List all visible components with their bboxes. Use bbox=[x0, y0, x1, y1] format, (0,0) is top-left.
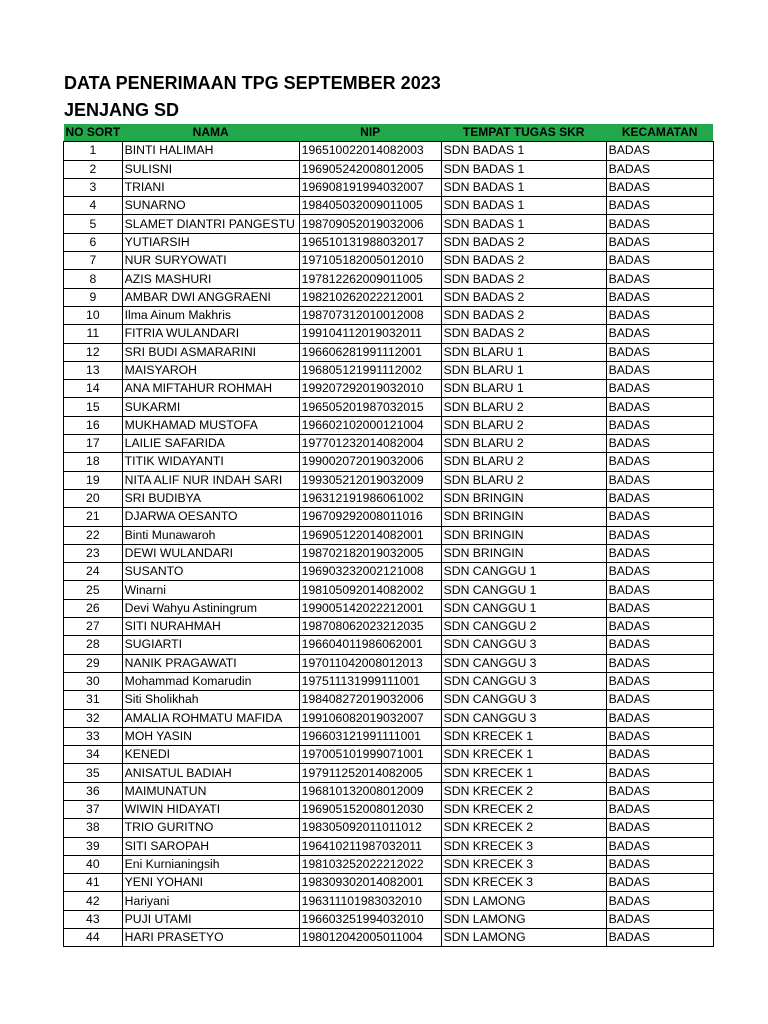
cell-nama: KENEDI bbox=[122, 746, 299, 764]
cell-kecamatan: BADAS bbox=[606, 416, 713, 434]
table-row bbox=[64, 709, 714, 727]
cell-tempat-tugas: SDN BADAS 1 bbox=[441, 215, 606, 233]
cell-no-sort: 13 bbox=[64, 361, 123, 379]
cell-nip: 197005101999071001 bbox=[299, 746, 441, 764]
cell-nama: TITIK WIDAYANTI bbox=[122, 453, 299, 471]
cell-no-sort: 7 bbox=[64, 252, 123, 270]
cell-kecamatan: BADAS bbox=[606, 910, 713, 928]
cell-no-sort: 42 bbox=[64, 892, 123, 910]
cell-nip: 196603251994032010 bbox=[299, 910, 441, 928]
cell-nip: 196908191994032007 bbox=[299, 178, 441, 196]
cell-nip: 198707312010012008 bbox=[299, 306, 441, 324]
cell-tempat-tugas: SDN BRINGIN bbox=[441, 544, 606, 562]
cell-no-sort: 36 bbox=[64, 782, 123, 800]
cell-nip: 197812262009011005 bbox=[299, 270, 441, 288]
cell-kecamatan: BADAS bbox=[606, 800, 713, 818]
cell-no-sort: 43 bbox=[64, 910, 123, 928]
cell-nip: 197911252014082005 bbox=[299, 764, 441, 782]
cell-kecamatan: BADAS bbox=[606, 819, 713, 837]
cell-tempat-tugas: SDN CANGGU 1 bbox=[441, 581, 606, 599]
cell-nama: SRI BUDI ASMARARINI bbox=[122, 343, 299, 361]
cell-kecamatan: BADAS bbox=[606, 233, 713, 251]
cell-kecamatan: BADAS bbox=[606, 764, 713, 782]
cell-nip: 196602102000121004 bbox=[299, 416, 441, 434]
cell-tempat-tugas: SDN KRECEK 3 bbox=[441, 837, 606, 855]
cell-nip: 199104112019032011 bbox=[299, 325, 441, 343]
cell-kecamatan: BADAS bbox=[606, 709, 713, 727]
cell-kecamatan: BADAS bbox=[606, 160, 713, 178]
table-row bbox=[64, 691, 714, 709]
cell-tempat-tugas: SDN KRECEK 3 bbox=[441, 855, 606, 873]
table-row bbox=[64, 837, 714, 855]
table-row bbox=[64, 910, 714, 928]
cell-kecamatan: BADAS bbox=[606, 453, 713, 471]
cell-nama: Devi Wahyu Astiningrum bbox=[122, 599, 299, 617]
cell-no-sort: 3 bbox=[64, 178, 123, 196]
cell-nama: PUJI UTAMI bbox=[122, 910, 299, 928]
cell-tempat-tugas: SDN KRECEK 1 bbox=[441, 727, 606, 745]
cell-nip: 197701232014082004 bbox=[299, 435, 441, 453]
table-row bbox=[64, 197, 714, 215]
cell-nip: 198702182019032005 bbox=[299, 544, 441, 562]
cell-tempat-tugas: SDN BADAS 2 bbox=[441, 270, 606, 288]
cell-nip: 196510022014082003 bbox=[299, 142, 441, 160]
cell-no-sort: 32 bbox=[64, 709, 123, 727]
cell-kecamatan: BADAS bbox=[606, 178, 713, 196]
table-row bbox=[64, 929, 714, 947]
table-row bbox=[64, 160, 714, 178]
cell-tempat-tugas: SDN CANGGU 3 bbox=[441, 709, 606, 727]
cell-nip: 196606281991112001 bbox=[299, 343, 441, 361]
cell-kecamatan: BADAS bbox=[606, 508, 713, 526]
cell-nip: 196810132008012009 bbox=[299, 782, 441, 800]
cell-no-sort: 30 bbox=[64, 672, 123, 690]
cell-nama: ANISATUL BADIAH bbox=[122, 764, 299, 782]
table-row bbox=[64, 270, 714, 288]
cell-nama: SRI BUDIBYA bbox=[122, 489, 299, 507]
cell-no-sort: 15 bbox=[64, 398, 123, 416]
cell-tempat-tugas: SDN BADAS 1 bbox=[441, 178, 606, 196]
column-header-no-sort: NO SORT bbox=[64, 124, 123, 142]
cell-kecamatan: BADAS bbox=[606, 471, 713, 489]
cell-nip: 197511131999111001 bbox=[299, 672, 441, 690]
cell-kecamatan: BADAS bbox=[606, 599, 713, 617]
cell-kecamatan: BADAS bbox=[606, 581, 713, 599]
cell-no-sort: 21 bbox=[64, 508, 123, 526]
table-row bbox=[64, 508, 714, 526]
cell-tempat-tugas: SDN LAMONG bbox=[441, 910, 606, 928]
cell-nip: 196603121991111001 bbox=[299, 727, 441, 745]
cell-no-sort: 1 bbox=[64, 142, 123, 160]
cell-tempat-tugas: SDN KRECEK 1 bbox=[441, 764, 606, 782]
cell-tempat-tugas: SDN BADAS 1 bbox=[441, 197, 606, 215]
cell-kecamatan: BADAS bbox=[606, 636, 713, 654]
cell-nama: NITA ALIF NUR INDAH SARI bbox=[122, 471, 299, 489]
cell-tempat-tugas: SDN BLARU 2 bbox=[441, 453, 606, 471]
cell-nama: Siti Sholikhah bbox=[122, 691, 299, 709]
cell-kecamatan: BADAS bbox=[606, 306, 713, 324]
cell-no-sort: 10 bbox=[64, 306, 123, 324]
cell-nama: Winarni bbox=[122, 581, 299, 599]
cell-tempat-tugas: SDN BRINGIN bbox=[441, 508, 606, 526]
cell-nama: Ilma Ainum Makhris bbox=[122, 306, 299, 324]
cell-kecamatan: BADAS bbox=[606, 325, 713, 343]
cell-nip: 196805121991112002 bbox=[299, 361, 441, 379]
cell-nama: YENI YOHANI bbox=[122, 874, 299, 892]
cell-tempat-tugas: SDN BADAS 2 bbox=[441, 306, 606, 324]
cell-nip: 197105182005012010 bbox=[299, 252, 441, 270]
table-row bbox=[64, 380, 714, 398]
cell-nama: SLAMET DIANTRI PANGESTU bbox=[122, 215, 299, 233]
cell-no-sort: 14 bbox=[64, 380, 123, 398]
table-row bbox=[64, 800, 714, 818]
cell-kecamatan: BADAS bbox=[606, 892, 713, 910]
table-row bbox=[64, 325, 714, 343]
cell-kecamatan: BADAS bbox=[606, 270, 713, 288]
cell-tempat-tugas: SDN BRINGIN bbox=[441, 526, 606, 544]
cell-nama: NANIK PRAGAWATI bbox=[122, 654, 299, 672]
cell-nip: 198309302014082001 bbox=[299, 874, 441, 892]
cell-nama: SUKARMI bbox=[122, 398, 299, 416]
cell-no-sort: 12 bbox=[64, 343, 123, 361]
table-row bbox=[64, 361, 714, 379]
cell-nama: SULISNI bbox=[122, 160, 299, 178]
table-row bbox=[64, 178, 714, 196]
cell-nip: 196410211987032011 bbox=[299, 837, 441, 855]
cell-nama: Hariyani bbox=[122, 892, 299, 910]
cell-nama: SUNARNO bbox=[122, 197, 299, 215]
table-row bbox=[64, 435, 714, 453]
cell-kecamatan: BADAS bbox=[606, 288, 713, 306]
cell-no-sort: 23 bbox=[64, 544, 123, 562]
cell-tempat-tugas: SDN BLARU 1 bbox=[441, 361, 606, 379]
cell-tempat-tugas: SDN KRECEK 2 bbox=[441, 782, 606, 800]
table-row bbox=[64, 599, 714, 617]
cell-no-sort: 18 bbox=[64, 453, 123, 471]
cell-tempat-tugas: SDN BLARU 1 bbox=[441, 343, 606, 361]
cell-nip: 199207292019032010 bbox=[299, 380, 441, 398]
cell-no-sort: 22 bbox=[64, 526, 123, 544]
cell-kecamatan: BADAS bbox=[606, 544, 713, 562]
document-title: DATA PENERIMAAN TPG SEPTEMBER 2023 bbox=[64, 73, 441, 93]
cell-nama: Mohammad Komarudin bbox=[122, 672, 299, 690]
cell-nama: YUTIARSIH bbox=[122, 233, 299, 251]
cell-tempat-tugas: SDN BLARU 1 bbox=[441, 380, 606, 398]
cell-no-sort: 31 bbox=[64, 691, 123, 709]
cell-nip: 199002072019032006 bbox=[299, 453, 441, 471]
cell-kecamatan: BADAS bbox=[606, 197, 713, 215]
cell-nip: 196312191986061002 bbox=[299, 489, 441, 507]
table-row bbox=[64, 782, 714, 800]
cell-nama: SUSANTO bbox=[122, 563, 299, 581]
cell-kecamatan: BADAS bbox=[606, 380, 713, 398]
cell-kecamatan: BADAS bbox=[606, 361, 713, 379]
cell-nama: LAILIE SAFARIDA bbox=[122, 435, 299, 453]
column-header-kecamatan: KECAMATAN bbox=[606, 124, 713, 142]
cell-nama: MAIMUNATUN bbox=[122, 782, 299, 800]
cell-nama: MOH YASIN bbox=[122, 727, 299, 745]
cell-nama: DEWI WULANDARI bbox=[122, 544, 299, 562]
cell-tempat-tugas: SDN BLARU 2 bbox=[441, 471, 606, 489]
cell-no-sort: 34 bbox=[64, 746, 123, 764]
table-row bbox=[64, 892, 714, 910]
table-body bbox=[64, 142, 714, 947]
cell-tempat-tugas: SDN CANGGU 3 bbox=[441, 691, 606, 709]
cell-no-sort: 44 bbox=[64, 929, 123, 947]
cell-kecamatan: BADAS bbox=[606, 874, 713, 892]
cell-no-sort: 17 bbox=[64, 435, 123, 453]
cell-nip: 199305212019032009 bbox=[299, 471, 441, 489]
cell-nip: 196709292008011016 bbox=[299, 508, 441, 526]
cell-kecamatan: BADAS bbox=[606, 691, 713, 709]
cell-no-sort: 5 bbox=[64, 215, 123, 233]
cell-nama: AZIS MASHURI bbox=[122, 270, 299, 288]
cell-nip: 197011042008012013 bbox=[299, 654, 441, 672]
cell-tempat-tugas: SDN LAMONG bbox=[441, 929, 606, 947]
cell-no-sort: 27 bbox=[64, 618, 123, 636]
cell-tempat-tugas: SDN CANGGU 3 bbox=[441, 654, 606, 672]
table-row bbox=[64, 489, 714, 507]
cell-nip: 196510131988032017 bbox=[299, 233, 441, 251]
cell-tempat-tugas: SDN BADAS 1 bbox=[441, 142, 606, 160]
cell-kecamatan: BADAS bbox=[606, 855, 713, 873]
cell-no-sort: 35 bbox=[64, 764, 123, 782]
cell-no-sort: 28 bbox=[64, 636, 123, 654]
cell-tempat-tugas: SDN BLARU 2 bbox=[441, 435, 606, 453]
cell-kecamatan: BADAS bbox=[606, 563, 713, 581]
cell-no-sort: 11 bbox=[64, 325, 123, 343]
cell-nip: 198408272019032006 bbox=[299, 691, 441, 709]
cell-no-sort: 24 bbox=[64, 563, 123, 581]
cell-nama: TRIANI bbox=[122, 178, 299, 196]
cell-no-sort: 19 bbox=[64, 471, 123, 489]
cell-kecamatan: BADAS bbox=[606, 343, 713, 361]
cell-nip: 199106082019032007 bbox=[299, 709, 441, 727]
table-row bbox=[64, 855, 714, 873]
cell-tempat-tugas: SDN BADAS 2 bbox=[441, 325, 606, 343]
cell-nip: 196311101983032010 bbox=[299, 892, 441, 910]
document-subtitle: JENJANG SD bbox=[64, 100, 180, 120]
cell-no-sort: 16 bbox=[64, 416, 123, 434]
cell-kecamatan: BADAS bbox=[606, 618, 713, 636]
cell-tempat-tugas: SDN CANGGU 2 bbox=[441, 618, 606, 636]
cell-no-sort: 40 bbox=[64, 855, 123, 873]
table-row bbox=[64, 343, 714, 361]
cell-nama: TRIO GURITNO bbox=[122, 819, 299, 837]
cell-no-sort: 38 bbox=[64, 819, 123, 837]
cell-nip: 196903232002121008 bbox=[299, 563, 441, 581]
cell-nama: SUGIARTI bbox=[122, 636, 299, 654]
cell-no-sort: 8 bbox=[64, 270, 123, 288]
cell-nip: 198708062023212035 bbox=[299, 618, 441, 636]
cell-kecamatan: BADAS bbox=[606, 435, 713, 453]
cell-nama: BINTI HALIMAH bbox=[122, 142, 299, 160]
cell-nip: 196905122014082001 bbox=[299, 526, 441, 544]
cell-tempat-tugas: SDN KRECEK 1 bbox=[441, 746, 606, 764]
table-row bbox=[64, 764, 714, 782]
cell-kecamatan: BADAS bbox=[606, 672, 713, 690]
table-row bbox=[64, 654, 714, 672]
table-row bbox=[64, 563, 714, 581]
cell-nama: MUKHAMAD MUSTOFA bbox=[122, 416, 299, 434]
cell-tempat-tugas: SDN CANGGU 3 bbox=[441, 672, 606, 690]
table-row bbox=[64, 215, 714, 233]
table-row bbox=[64, 398, 714, 416]
cell-tempat-tugas: SDN BLARU 2 bbox=[441, 416, 606, 434]
cell-nip: 198103252022212022 bbox=[299, 855, 441, 873]
table-header-row bbox=[64, 124, 714, 142]
cell-nip: 198210262022212001 bbox=[299, 288, 441, 306]
cell-tempat-tugas: SDN BADAS 1 bbox=[441, 160, 606, 178]
cell-no-sort: 26 bbox=[64, 599, 123, 617]
cell-no-sort: 20 bbox=[64, 489, 123, 507]
cell-no-sort: 6 bbox=[64, 233, 123, 251]
column-header-tempat-tugas: TEMPAT TUGAS SKR bbox=[441, 124, 606, 142]
cell-tempat-tugas: SDN KRECEK 2 bbox=[441, 819, 606, 837]
cell-tempat-tugas: SDN BADAS 2 bbox=[441, 288, 606, 306]
table-row bbox=[64, 581, 714, 599]
cell-nip: 196905242008012005 bbox=[299, 160, 441, 178]
cell-tempat-tugas: SDN BADAS 2 bbox=[441, 252, 606, 270]
table-row bbox=[64, 288, 714, 306]
cell-kecamatan: BADAS bbox=[606, 837, 713, 855]
cell-nip: 198405032009011005 bbox=[299, 197, 441, 215]
cell-nip: 199005142022212001 bbox=[299, 599, 441, 617]
cell-no-sort: 41 bbox=[64, 874, 123, 892]
column-header-nama: NAMA bbox=[122, 124, 299, 142]
cell-tempat-tugas: SDN CANGGU 1 bbox=[441, 599, 606, 617]
data-table bbox=[63, 124, 714, 947]
table-row bbox=[64, 252, 714, 270]
table-row bbox=[64, 618, 714, 636]
cell-nip: 198709052019032006 bbox=[299, 215, 441, 233]
cell-nip: 198012042005011004 bbox=[299, 929, 441, 947]
table-row bbox=[64, 636, 714, 654]
cell-kecamatan: BADAS bbox=[606, 727, 713, 745]
cell-nama: ANA MIFTAHUR ROHMAH bbox=[122, 380, 299, 398]
cell-nama: AMALIA ROHMATU MAFIDA bbox=[122, 709, 299, 727]
cell-nama: SITI SAROPAH bbox=[122, 837, 299, 855]
cell-no-sort: 33 bbox=[64, 727, 123, 745]
cell-nama: AMBAR DWI ANGGRAENI bbox=[122, 288, 299, 306]
cell-tempat-tugas: SDN LAMONG bbox=[441, 892, 606, 910]
cell-no-sort: 29 bbox=[64, 654, 123, 672]
cell-nip: 196604011986062001 bbox=[299, 636, 441, 654]
table-row bbox=[64, 874, 714, 892]
cell-nama: SITI NURAHMAH bbox=[122, 618, 299, 636]
cell-kecamatan: BADAS bbox=[606, 929, 713, 947]
cell-kecamatan: BADAS bbox=[606, 489, 713, 507]
cell-no-sort: 37 bbox=[64, 800, 123, 818]
table-row bbox=[64, 233, 714, 251]
cell-nip: 196505201987032015 bbox=[299, 398, 441, 416]
cell-kecamatan: BADAS bbox=[606, 782, 713, 800]
column-header-nip: NIP bbox=[299, 124, 441, 142]
cell-kecamatan: BADAS bbox=[606, 526, 713, 544]
cell-kecamatan: BADAS bbox=[606, 142, 713, 160]
table-row bbox=[64, 672, 714, 690]
cell-kecamatan: BADAS bbox=[606, 746, 713, 764]
cell-tempat-tugas: SDN BLARU 2 bbox=[441, 398, 606, 416]
cell-nama: WIWIN HIDAYATI bbox=[122, 800, 299, 818]
table-row bbox=[64, 471, 714, 489]
cell-no-sort: 4 bbox=[64, 197, 123, 215]
cell-nama: NUR SURYOWATI bbox=[122, 252, 299, 270]
cell-tempat-tugas: SDN BRINGIN bbox=[441, 489, 606, 507]
cell-tempat-tugas: SDN CANGGU 1 bbox=[441, 563, 606, 581]
cell-nama: FITRIA WULANDARI bbox=[122, 325, 299, 343]
cell-nip: 196905152008012030 bbox=[299, 800, 441, 818]
cell-kecamatan: BADAS bbox=[606, 398, 713, 416]
cell-kecamatan: BADAS bbox=[606, 252, 713, 270]
cell-tempat-tugas: SDN CANGGU 3 bbox=[441, 636, 606, 654]
table-row bbox=[64, 746, 714, 764]
cell-no-sort: 2 bbox=[64, 160, 123, 178]
cell-nama: HARI PRASETYO bbox=[122, 929, 299, 947]
cell-nama: MAISYAROH bbox=[122, 361, 299, 379]
table-row bbox=[64, 453, 714, 471]
cell-no-sort: 39 bbox=[64, 837, 123, 855]
cell-nama: Eni Kurnianingsih bbox=[122, 855, 299, 873]
table-row bbox=[64, 819, 714, 837]
cell-tempat-tugas: SDN KRECEK 2 bbox=[441, 800, 606, 818]
table-row bbox=[64, 142, 714, 160]
cell-kecamatan: BADAS bbox=[606, 654, 713, 672]
table-row bbox=[64, 306, 714, 324]
table-row bbox=[64, 727, 714, 745]
table-row bbox=[64, 416, 714, 434]
cell-tempat-tugas: SDN KRECEK 3 bbox=[441, 874, 606, 892]
cell-kecamatan: BADAS bbox=[606, 215, 713, 233]
cell-nip: 198305092011011012 bbox=[299, 819, 441, 837]
cell-no-sort: 9 bbox=[64, 288, 123, 306]
cell-tempat-tugas: SDN BADAS 2 bbox=[441, 233, 606, 251]
cell-nip: 198105092014082002 bbox=[299, 581, 441, 599]
table-row bbox=[64, 544, 714, 562]
table-row bbox=[64, 526, 714, 544]
cell-nama: Binti Munawaroh bbox=[122, 526, 299, 544]
cell-no-sort: 25 bbox=[64, 581, 123, 599]
cell-nama: DJARWA OESANTO bbox=[122, 508, 299, 526]
